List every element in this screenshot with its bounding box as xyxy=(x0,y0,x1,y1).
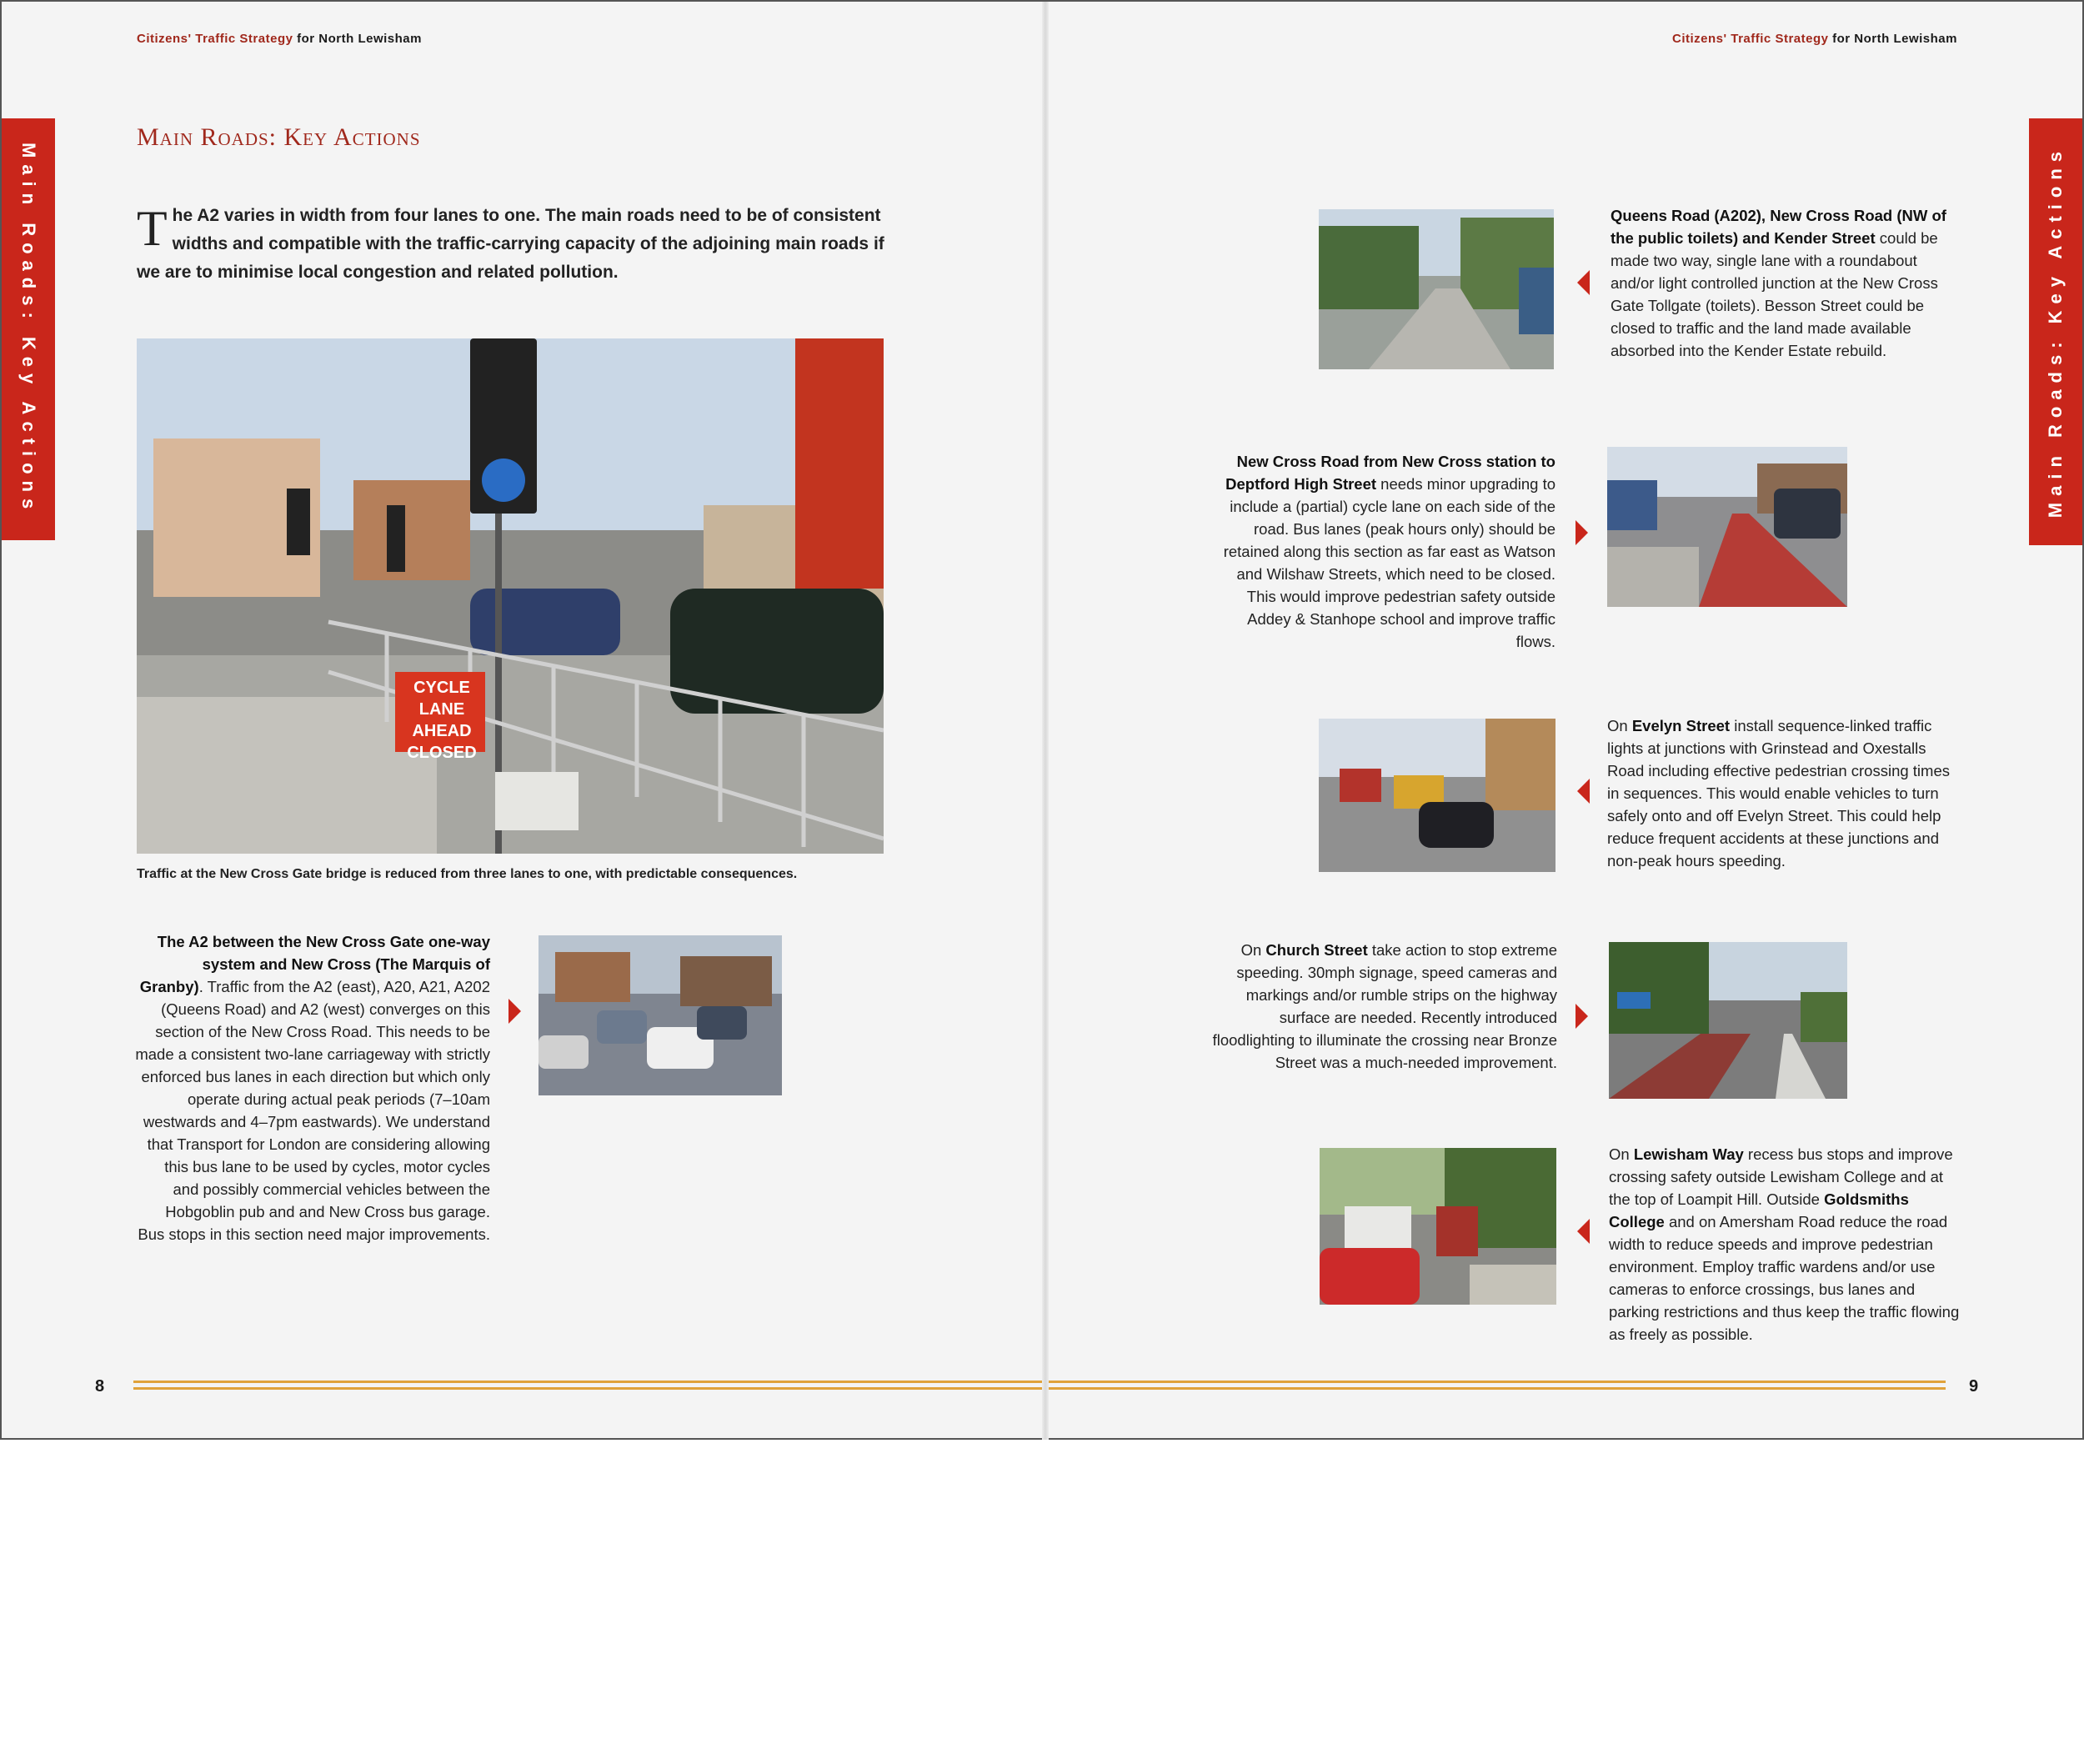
running-head-right: Citizens' Traffic Strategy for North Lewisham xyxy=(1672,32,1957,46)
queens-road-text: Queens Road (A202), New Cross Road (NW of the public toilets) and Kender Street could be made two way, single lane with a roundabout and/or light controlled junction at the New Cross Gate Tollgate (toilets). Besson Street could be closed to traffic and the land made available absorbed into the Kender Estate rebuild. xyxy=(1611,207,1946,359)
pointer-arrow xyxy=(1576,520,1588,545)
running-head-left: Citizens' Traffic Strategy for North Lewisham xyxy=(137,32,422,46)
pointer-arrow xyxy=(508,999,521,1024)
drop-cap: T xyxy=(137,201,168,256)
a2-section-text: The A2 between the New Cross Gate one-way system and New Cross (The Marquis of Granby). Traffic from the A2 (east), A20, A21, A202 (Queens Road) and A2 (west) converges on this section of the New Cross Road. This needs to be made a consistent two-lane carriageway with strictly enforced bus lanes in each direction but which only operate during actual peak periods (7–10am westwards and 4–7pm eastwards). We understand that Transport for London are considering allowing this bus lane to be used by cycles, motor cycles and possibly commercial vehicles between the Hobgoblin pub and and New Cross bus garage. Bus stops in this section need major improvements. xyxy=(135,933,490,1243)
pointer-arrow xyxy=(1577,779,1590,804)
footer-rule-right xyxy=(1049,1381,1946,1391)
new-cross-road-text: New Cross Road from New Cross station to Deptford High Street needs minor upgrading to include a (partial) cycle lane on each side of the road. Bus lanes (peak hours only) should be retained along this section as far east as Watson and Wilshaw Streets, which need to be closed. This would improve pedestrian safety outside Addey & Stanhope school and improve traffic flows. xyxy=(1223,453,1555,650)
photo-lewisham-way xyxy=(1320,1148,1556,1305)
page-number-right: 9 xyxy=(1969,1377,1979,1396)
photo-queens-road xyxy=(1319,209,1554,369)
photo-caption: Traffic at the New Cross Gate bridge is reduced from three lanes to one, with predictable consequences. xyxy=(137,867,798,881)
page-gutter xyxy=(1042,2,1049,1440)
lewisham-way-text: On Lewisham Way recess bus stops and improve crossing safety outside Lewisham College and at the top of Loampit Hill. Outside Goldsmiths College and on Amersham Road reduce the road width to reduce speeds and improve pedestrian environment. Employ traffic wardens and/or use cameras to enforce crossings, bus lanes and parking restrictions and thus keep the traffic flowing as freely as possible. xyxy=(1609,1145,1960,1343)
intro-paragraph: The A2 varies in width from four lanes to one. The main roads need to be of consistent widths and compatible with the traffic-carrying capacity of the adjoining main roads if we are to minimise local congestion and related pollution. xyxy=(137,201,884,282)
photo-church-street xyxy=(1609,942,1847,1099)
footer-rule-left xyxy=(133,1381,1042,1391)
main-photo-new-cross-gate xyxy=(137,338,884,854)
sign-cycle-lane-closed: CYCLE LANE AHEAD CLOSED xyxy=(407,679,477,762)
page-title: Main Roads: Key Actions xyxy=(137,123,421,151)
pointer-arrow xyxy=(1577,1219,1590,1244)
photo-evelyn-street xyxy=(1319,719,1555,872)
photo-a2-traffic xyxy=(539,935,782,1095)
side-tab-right: Main Roads: Key Actions xyxy=(2029,118,2082,545)
pointer-arrow xyxy=(1577,270,1590,295)
photo-new-cross-road xyxy=(1607,447,1847,607)
church-street-text: On Church Street take action to stop extreme speeding. 30mph signage, speed cameras and markings and/or rumble strips on the highway surface are needed. Recently introduced floodlighting to illuminate the crossing near Bronze Street was a much-needed improvement. xyxy=(1212,941,1557,1071)
side-tab-left: Main Roads: Key Actions xyxy=(2,118,55,540)
pointer-arrow xyxy=(1576,1004,1588,1029)
evelyn-street-text: On Evelyn Street install sequence-linked traffic lights at junctions with Grinstead and Oxestalls Road including effective pedestrian crossing times in sequences. This would enable vehicles to turn safely onto and off Evelyn Street. This could help reduce frequent accidents at these junctions and non-peak hours speeding. xyxy=(1607,717,1950,869)
page-number-left: 8 xyxy=(95,1377,105,1396)
